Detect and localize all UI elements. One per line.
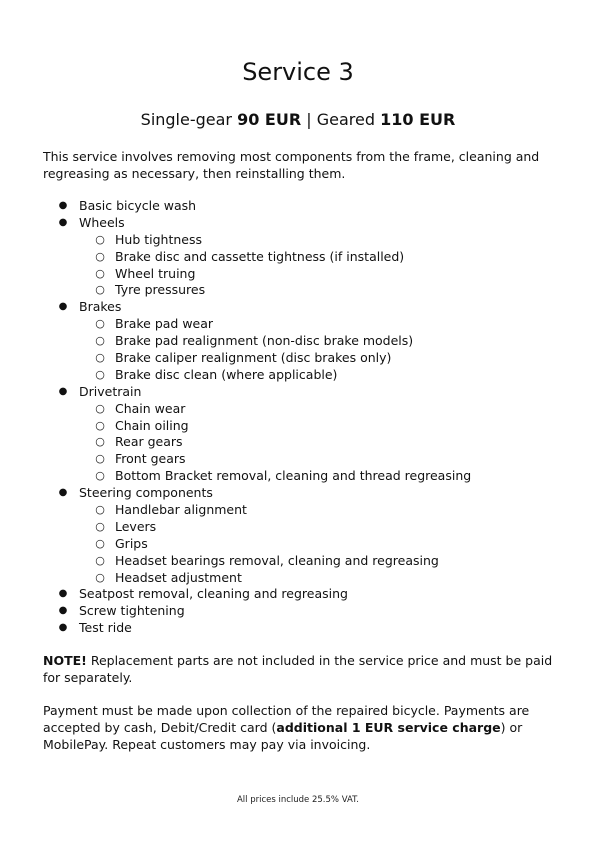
checklist-item-label: Steering components bbox=[79, 485, 213, 501]
filled-bullet-icon: ● bbox=[58, 301, 68, 313]
filled-bullet-icon: ● bbox=[58, 605, 68, 617]
checklist-subitem bbox=[0, 418, 596, 435]
checklist-subitem bbox=[0, 536, 596, 553]
checklist-subitem bbox=[0, 316, 596, 333]
checklist-item-row bbox=[0, 215, 596, 232]
checklist-item-label: Brakes bbox=[79, 299, 122, 315]
checklist-item-row bbox=[0, 586, 596, 603]
hollow-bullet-icon: ○ bbox=[95, 536, 105, 550]
page-title: Service 3 bbox=[242, 58, 354, 86]
checklist-subitem bbox=[0, 502, 596, 519]
payment-paragraph bbox=[43, 702, 558, 753]
checklist-item bbox=[0, 198, 596, 215]
checklist-subitem bbox=[0, 401, 596, 418]
hollow-bullet-icon: ○ bbox=[95, 519, 105, 533]
hollow-bullet-icon: ○ bbox=[95, 452, 105, 466]
checklist-subitem-label: Brake pad wear bbox=[115, 316, 214, 332]
checklist-subitem bbox=[0, 266, 596, 283]
checklist-subitem-label: Brake pad realignment (non-disc brake models) bbox=[115, 333, 414, 349]
filled-bullet-icon: ● bbox=[58, 385, 68, 397]
hollow-bullet-icon: ○ bbox=[95, 266, 105, 280]
hollow-bullet-icon: ○ bbox=[95, 283, 105, 297]
checklist-item bbox=[0, 299, 596, 383]
checklist-item-row bbox=[0, 384, 596, 401]
vat-footnote: All prices include 25.5% VAT. bbox=[236, 795, 360, 805]
payment-text-start: Payment must be made upon collection of the repaired bicycle. Payments are accepted by cash, Debit/Credit card ( bbox=[43, 703, 530, 735]
checklist-item bbox=[0, 384, 596, 485]
checklist-item-label: Seatpost removal, cleaning and regreasing bbox=[79, 586, 348, 602]
hollow-bullet-icon: ○ bbox=[95, 232, 105, 246]
checklist-subitem-label: Rear gears bbox=[115, 434, 183, 450]
checklist-item bbox=[0, 603, 596, 620]
checklist-subitem-label: Wheel truing bbox=[115, 265, 196, 281]
checklist-subitem bbox=[0, 249, 596, 266]
checklist-subitem bbox=[0, 282, 596, 299]
note-text: Replacement parts are not included in the service price and must be paid for separately. bbox=[43, 653, 553, 685]
checklist-item-row bbox=[0, 299, 596, 316]
single-gear-price: 90 EUR bbox=[237, 110, 302, 129]
checklist-subitem bbox=[0, 468, 596, 485]
hollow-bullet-icon: ○ bbox=[95, 503, 105, 517]
checklist-item bbox=[0, 215, 596, 299]
note-label: NOTE! bbox=[43, 653, 87, 668]
geared-price: 110 EUR bbox=[380, 110, 456, 129]
hollow-bullet-icon: ○ bbox=[95, 249, 105, 263]
filled-bullet-icon: ● bbox=[58, 216, 68, 228]
checklist-subitem-label: Tyre pressures bbox=[115, 282, 206, 298]
hollow-bullet-icon: ○ bbox=[95, 401, 105, 415]
checklist-subitem bbox=[0, 367, 596, 384]
checklist-item bbox=[0, 586, 596, 603]
service-checklist bbox=[0, 198, 596, 637]
checklist-item-label: Drivetrain bbox=[79, 383, 142, 399]
checklist-item bbox=[0, 620, 596, 637]
card-surcharge-text: additional 1 EUR service charge bbox=[276, 720, 501, 735]
checklist-item-label: Screw tightening bbox=[79, 603, 185, 619]
price-separator: | bbox=[306, 110, 312, 129]
hollow-bullet-icon: ○ bbox=[95, 418, 105, 432]
note-paragraph bbox=[43, 652, 558, 686]
checklist-item bbox=[0, 485, 596, 586]
checklist-item-row bbox=[0, 620, 596, 637]
price-line bbox=[0, 108, 596, 132]
checklist-subitem-label: Headset adjustment bbox=[115, 569, 242, 585]
hollow-bullet-icon: ○ bbox=[95, 351, 105, 365]
checklist-subitem-label: Brake caliper realignment (disc brakes only) bbox=[115, 350, 392, 366]
checklist-subitem bbox=[0, 434, 596, 451]
checklist-subitem-label: Chain oiling bbox=[115, 417, 189, 433]
filled-bullet-icon: ● bbox=[58, 200, 68, 211]
checklist-subitem bbox=[0, 451, 596, 468]
service-description: This service involves removing most components from the frame, cleaning and regreasing as necessary, then reinstalling them. bbox=[43, 149, 540, 181]
checklist-subitem-label: Hub tightness bbox=[115, 231, 202, 247]
checklist-subitem-label: Levers bbox=[115, 518, 157, 534]
hollow-bullet-icon: ○ bbox=[95, 317, 105, 331]
checklist-subitem bbox=[0, 232, 596, 249]
checklist-subitem bbox=[0, 350, 596, 367]
checklist-item-row bbox=[0, 603, 596, 620]
hollow-bullet-icon: ○ bbox=[95, 334, 105, 348]
hollow-bullet-icon: ○ bbox=[95, 570, 105, 584]
checklist-subitem-label: Bottom Bracket removal, cleaning and thread regreasing bbox=[115, 468, 472, 484]
payment-text-end: ) or MobilePay. Repeat customers may pay via invoicing. bbox=[43, 720, 523, 752]
filled-bullet-icon: ● bbox=[58, 588, 68, 600]
filled-bullet-icon: ● bbox=[58, 622, 68, 634]
checklist-item-label: Test ride bbox=[79, 620, 132, 636]
checklist-item-label: Wheels bbox=[79, 214, 125, 230]
hollow-bullet-icon: ○ bbox=[95, 553, 105, 567]
checklist-subitem bbox=[0, 333, 596, 350]
checklist-subitem-label: Grips bbox=[115, 535, 148, 551]
checklist-subitem-label: Brake disc clean (where applicable) bbox=[115, 366, 338, 382]
checklist-subitem-label: Chain wear bbox=[115, 400, 186, 416]
hollow-bullet-icon: ○ bbox=[95, 367, 105, 381]
filled-bullet-icon: ● bbox=[58, 487, 68, 499]
checklist-subitem bbox=[0, 519, 596, 536]
checklist-subitem bbox=[0, 570, 596, 587]
checklist-item-row bbox=[0, 198, 596, 215]
checklist-subitem-label: Front gears bbox=[115, 451, 186, 467]
checklist-subitem-label: Headset bearings removal, cleaning and regreasing bbox=[115, 552, 439, 568]
geared-label: Geared bbox=[316, 110, 376, 129]
checklist-subitem bbox=[0, 553, 596, 570]
hollow-bullet-icon: ○ bbox=[95, 435, 105, 449]
checklist-item-label: Basic bicycle wash bbox=[79, 198, 197, 213]
hollow-bullet-icon: ○ bbox=[95, 469, 105, 483]
checklist-item-row bbox=[0, 485, 596, 502]
checklist-subitem-label: Brake disc and cassette tightness (if installed) bbox=[115, 248, 405, 264]
checklist-subitem-label: Handlebar alignment bbox=[115, 502, 247, 518]
single-gear-label: Single-gear bbox=[140, 110, 232, 129]
